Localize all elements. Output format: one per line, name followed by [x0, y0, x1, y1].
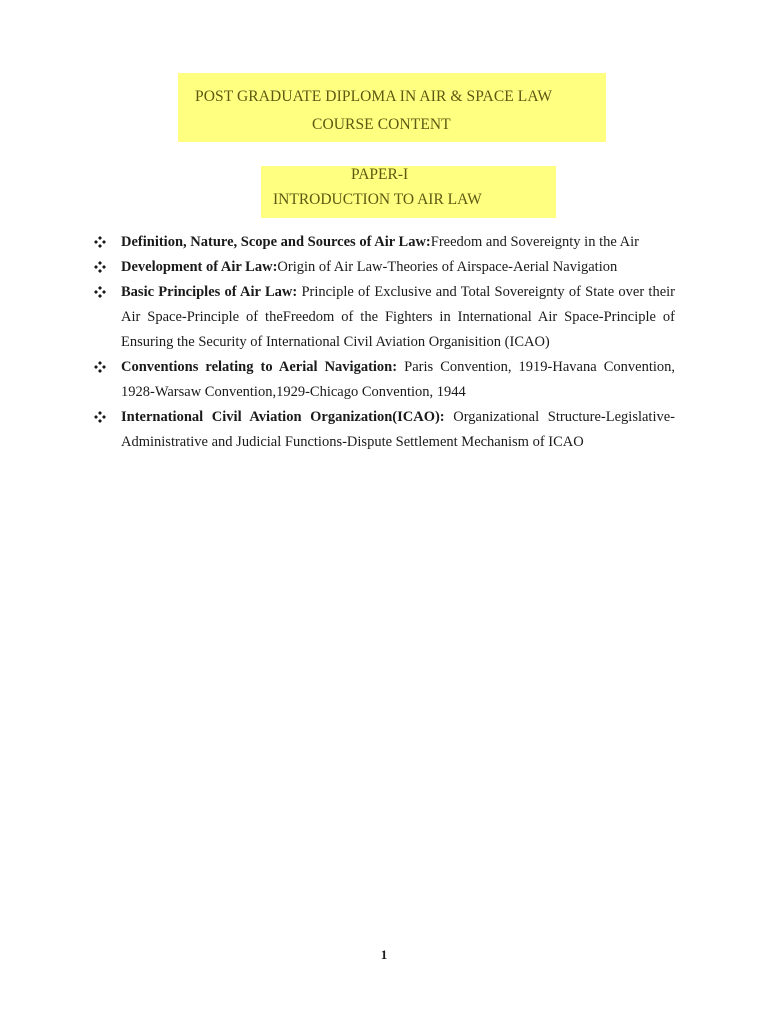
list-item — [94, 280, 675, 355]
four-diamond-bullet-icon — [94, 230, 108, 255]
topic-body: Principle of Exclusive and Total Sovereignty of State over their Air Space-Principle of theFreedom of the Fighters in International Air Space-Principle of Ensuring the Security of International Civil Aviation Organisition (ICAO) — [121, 284, 675, 350]
paper-number: PAPER-I — [351, 166, 409, 183]
four-diamond-bullet-icon — [94, 280, 108, 305]
paper-name: INTRODUCTION TO AIR LAW — [273, 191, 482, 208]
four-diamond-bullet-icon — [94, 255, 108, 280]
topic-heading: International Civil Aviation Organization(ICAO): — [121, 409, 445, 425]
list-item — [94, 405, 675, 455]
document-title: POST GRADUATE DIPLOMA IN AIR & SPACE LAW — [195, 88, 553, 105]
topic-body: Organizational Structure-Legislative-Administrative and Judicial Functions-Dispute Settlement Mechanism of ICAO — [121, 409, 675, 450]
topic-heading: Development of Air Law: — [121, 259, 278, 275]
topic-body: Paris Convention, 1919-Havana Convention, 1928-Warsaw Convention,1929-Chicago Convention, 1944 — [121, 359, 675, 400]
topic-heading: Basic Principles of Air Law: — [121, 284, 298, 300]
topic-heading: Conventions relating to Aerial Navigation: — [121, 359, 398, 375]
list-item — [94, 255, 675, 280]
list-item — [94, 355, 675, 405]
four-diamond-bullet-icon — [94, 405, 108, 430]
page-number: 1 — [380, 947, 388, 962]
four-diamond-bullet-icon — [94, 355, 108, 380]
topic-heading: Definition, Nature, Scope and Sources of Air Law: — [121, 234, 431, 250]
topic-body: Origin of Air Law-Theories of Airspace-Aerial Navigation — [277, 259, 618, 275]
topic-body: Freedom and Sovereignty in the Air — [430, 234, 639, 250]
list-item — [94, 230, 675, 255]
topic-list — [94, 230, 675, 455]
document-subtitle: COURSE CONTENT — [312, 116, 451, 133]
